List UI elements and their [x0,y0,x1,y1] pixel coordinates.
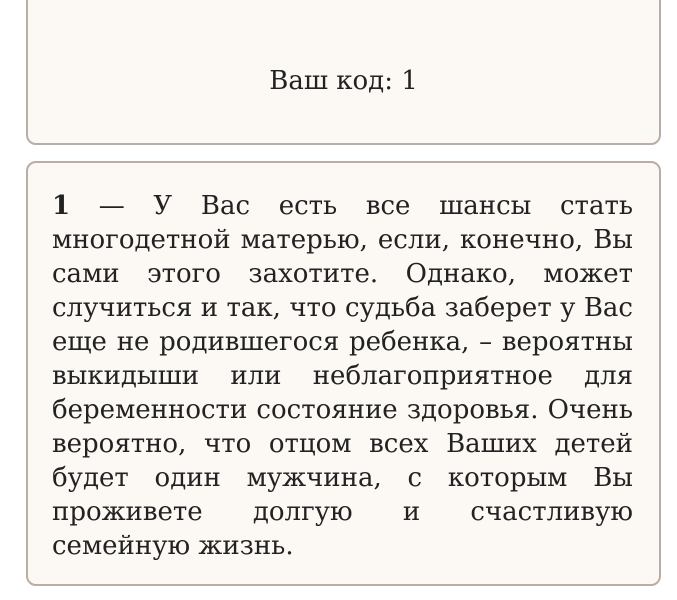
result-card [26,161,661,586]
code-text: Ваш код: 1 [269,66,418,96]
result-number: 1 [52,191,71,221]
result-body: — У Вас есть все шансы стать многодетной матерью, если, конечно, Вы сами этого захотите. Однако, может случиться и так, что судьба заберет у Вас еще не родившегося ребенка, – вероятны выкидыши или неблагоприятное для беременности состояние здоровья. Очень вероятно, что отцом всех Ваших детей будет один мужчина, с которым Вы проживете долгую и счастливую семейную жизнь. [52,191,633,561]
code-card [26,0,661,145]
result-description [52,189,633,563]
